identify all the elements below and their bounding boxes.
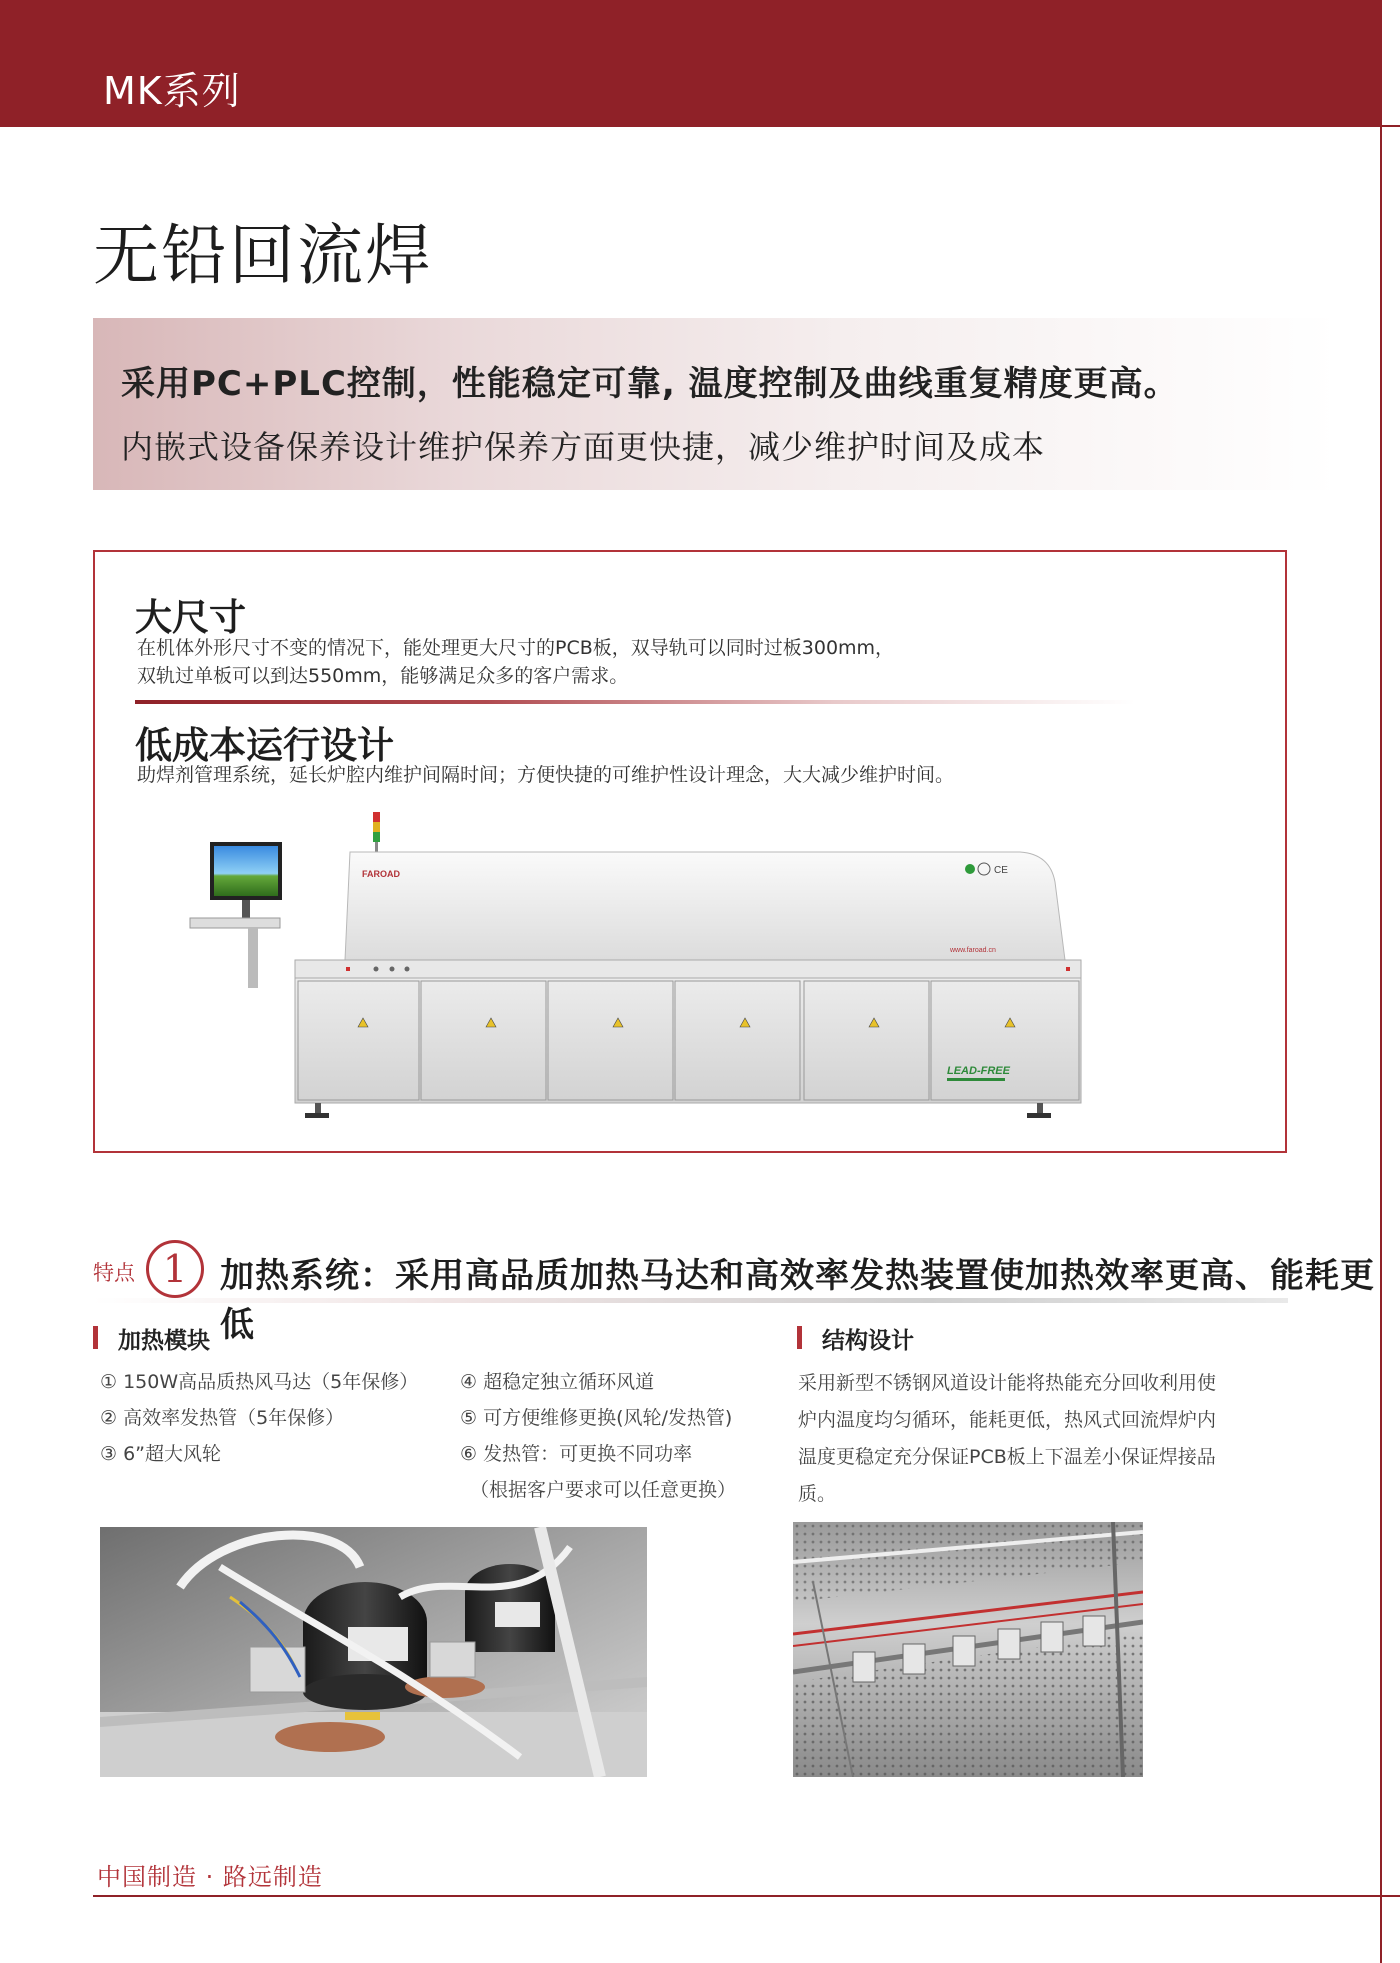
- edge-tick-top: [1382, 125, 1400, 127]
- website-label: www.faroad.cn: [950, 947, 996, 954]
- ce-mark: CE: [994, 865, 1008, 876]
- feature-box: [93, 550, 1287, 1153]
- lead-free-label: LEAD-FREE: [947, 1065, 1010, 1077]
- banner-headline: 采用PC+PLC控制，性能稳定可靠, 温度控制及曲线重复精度更高。: [121, 364, 1179, 404]
- edge-tick-bottom: [1382, 1895, 1400, 1897]
- text-line: 采用新型不锈钢风道设计能将热能充分回收利用使: [798, 1372, 1217, 1394]
- heating-module-heading: 加热模块: [118, 1328, 210, 1354]
- brand-logo: FAROAD: [362, 869, 400, 879]
- list-item: ③ 6”超大风轮: [100, 1443, 222, 1465]
- series-label: MK系列: [103, 69, 241, 113]
- feature-underline: [93, 1298, 1288, 1303]
- large-size-text-1: 在机体外形尺寸不变的情况下，能处理更大尺寸的PCB板，双导轨可以同时过板300mm，: [137, 637, 895, 659]
- banner-subline: 内嵌式设备保养设计维护保养方面更快捷，减少维护时间及成本: [121, 428, 1046, 466]
- large-size-heading: 大尺寸: [135, 596, 246, 639]
- heating-list-right: [460, 1364, 736, 1508]
- intro-banner: [93, 318, 1338, 490]
- footer-slogan: 中国制造 · 路远制造: [97, 1863, 323, 1891]
- text-line: 炉内温度均匀循环，能耗更低，热风式回流焊炉内: [798, 1409, 1217, 1431]
- list-item: ⑤ 可方便维修更换(风轮/发热管): [460, 1407, 733, 1429]
- footer-line: [93, 1895, 1382, 1897]
- list-item: （根据客户要求可以任意更换）: [470, 1479, 737, 1501]
- low-cost-text: 助焊剂管理系统，延长炉腔内维护间隔时间；方便快捷的可维护性设计理念，大大减少维护时间。: [137, 764, 955, 786]
- low-cost-heading: 低成本运行设计: [135, 724, 394, 767]
- heating-module-bar: [93, 1326, 98, 1349]
- heating-list-left: [100, 1364, 418, 1472]
- page-title: 无铅回流焊: [93, 217, 433, 294]
- large-size-text-2: 双轨过单板可以到达550mm，能够满足众多的客户需求。: [137, 665, 629, 687]
- reflow-oven-image: [160, 812, 1280, 1142]
- list-item: ④ 超稳定独立循环风道: [460, 1371, 655, 1393]
- text-line: 质。: [798, 1483, 837, 1505]
- section-divider: [135, 700, 1135, 704]
- feature-title: 加热系统：采用高品质加热马达和高效率发热装置使加热效率更高、能耗更低: [220, 1256, 1375, 1345]
- structure-bar: [797, 1326, 802, 1349]
- feature-tag: 特点: [93, 1261, 135, 1285]
- page-edge-line: [1380, 0, 1382, 1963]
- header-bar: [0, 0, 1380, 127]
- list-item: ① 150W高品质热风马达（5年保修）: [100, 1371, 419, 1393]
- feature-number-badge: 1: [146, 1240, 204, 1298]
- list-item: ② 高效率发热管（5年保修）: [100, 1407, 345, 1429]
- structure-photo: [793, 1522, 1143, 1777]
- text-line: 温度更稳定充分保证PCB板上下温差小保证焊接品: [798, 1446, 1216, 1468]
- heating-motor-photo: [100, 1527, 647, 1777]
- structure-text: [798, 1365, 1258, 1513]
- structure-heading: 结构设计: [822, 1328, 914, 1354]
- list-item: ⑥ 发热管：可更换不同功率: [460, 1443, 693, 1465]
